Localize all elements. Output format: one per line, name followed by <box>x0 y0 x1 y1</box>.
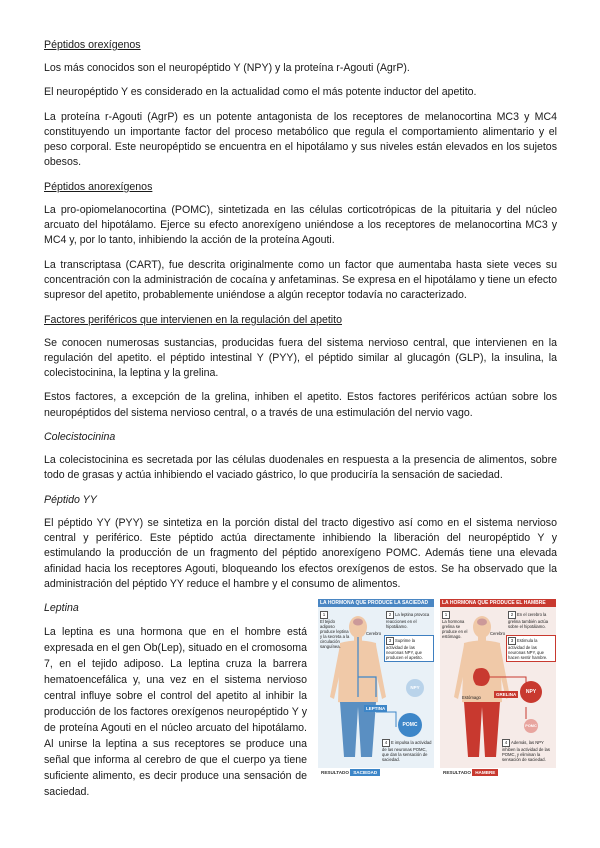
document-page <box>44 38 557 809</box>
tag-leptina: LEPTINA <box>366 706 386 712</box>
heading-factores-perifericos: Factores periféricos que intervienen en la regulación del apetito <box>44 313 342 326</box>
leptina-section <box>44 601 557 800</box>
pomc-circle: POMC <box>398 713 422 737</box>
paragraph: Los más conocidos son el neuropéptido Y (NPY) y la proteína r-Agouti (AgrP). <box>44 62 410 74</box>
label-cerebro: Cerebro <box>366 631 382 637</box>
step-2: 2 La leptina provoca reacciones en el hipotálamo. <box>386 612 430 630</box>
pomc-circle: POMC <box>524 719 538 733</box>
paragraph: El neuropéptido Y es considerado en la actualidad como el más potente inductor del apetito. <box>44 86 477 99</box>
leptina-text-column <box>44 601 307 800</box>
result-hambre: RESULTADO HAMBRE <box>440 768 556 777</box>
hormone-infographic <box>318 599 556 777</box>
heading-leptina: Leptina <box>44 602 79 615</box>
npy-circle: NPY <box>406 679 424 697</box>
tag-grelina: GRELINA <box>496 692 517 698</box>
step-4: 4 E impulsa la actividad de las neuronas POMC, que dan la sensación de saciedad. <box>382 740 432 763</box>
step-4: 4 Además, las NPY inhiben la actividad de las POMC, y eliminan la sensación de saciedad. <box>502 740 550 763</box>
heading-peptido-yy: Péptido YY <box>44 493 97 506</box>
paragraph: El péptido YY (PYY) se sintetiza en la porción distal del tracto digestivo así como en el sistema nervioso central y periférico. Este péptido actúa directamente inhibiendo la liberación del neuropéptido Y y estimulando la producción de un fragmento del péptido anorexígeno POMC. Además tiene una elevada afinidad hacia los receptores Agouti, bloqueando los efectos orexígenos de estos. Se ha observado que la administración del péptido YY reduce el hambre y el consumo de alimentos. <box>44 516 557 590</box>
step-3: 3 Suprime la actividad de las neuronas NPY, que producen el apetito. <box>384 635 434 662</box>
label-estomago: Estómago <box>462 695 481 701</box>
paragraph: La pro-opiomelanocortina (POMC), sintetizada en las células corticotrópicas de la pituitaria y del núcleo arcuato del hipotálamo. Ejerce su efecto anorexígeno uniéndose a los receptores de melanocortina MC3 y MC4 y, por lo tanto, inhibiendo la acción de la proteína Agouti. <box>44 203 557 247</box>
panel-saciedad <box>318 599 434 777</box>
step-2: 2 En el cerebro la grelina también actúa sobre el hipotálamo. <box>508 612 549 630</box>
panel-title: LA HORMONA QUE PRODUCE LA SACIEDAD <box>318 599 434 607</box>
heading-anorexigenos: Péptidos anorexígenos <box>44 180 153 193</box>
paragraph: La proteína r-Agouti (AgrP) es un potente antagonista de los receptores de melanocortina MC3 y MC4 constituyendo un importante factor del proceso metabólico que regula el comportamiento alimentario y el peso corporal. Este neuropéptido se encuentra en el hipotálamo y sus niveles están elevados en los sujetos obesos. <box>44 110 557 169</box>
heading-colecistocinina: Colecistocinina <box>44 431 116 444</box>
paragraph: La leptina es una hormona que en el hombre está expresada en el gen Ob(Lep), situado en el cromosoma 7, en el tejido adiposo. La leptina cruza la barrera hematoencefálica y, una vez en el sistema nervioso central influye sobre el control del apetito al inhibir la producción de los factores orexígenos neuropéptido Y y de proteína Agouti en el núcleo arcuato del hipotálamo. Al unirse la leptina a sus receptores se produce una señal que informa al cerebro de que el cuerpo ya tiene suficiente alimento, es decir produce una sensación de saciedad. <box>44 626 307 799</box>
step-1: 1 La hormona grelina se produce en el estómago. <box>442 612 468 640</box>
paragraph: La colecistocinina es secretada por las células duodenales en respuesta a la presencia de alimentos, sobre todo de grasas y actúa inhibiendo el vaciado gástrico, lo que produciría la sensación de saciedad. <box>44 454 557 482</box>
label-cerebro: Cerebro <box>490 631 506 637</box>
npy-circle: NPY <box>520 681 542 703</box>
panel-hambre <box>440 599 556 777</box>
result-saciedad: RESULTADO SACIEDAD <box>318 768 434 777</box>
paragraph: La transcriptasa (CART), fue descrita originalmente como un factor que aumentaba hasta siete veces su concentración con la administración de cocaína y anfetaminas. Se expresa en el hipotálamo y tiene un efecto supresor del apetito, probablemente uniéndose a algún receptor todavía no caracterizado. <box>44 258 557 302</box>
paragraph: Estos factores, a excepción de la grelina, inhiben el apetito. Estos factores periféricos actúan sobre los neuropéptidos del sistema nervioso central, o a través de una estimulación del nervio vago. <box>44 391 557 419</box>
paragraph: Se conocen numerosas sustancias, producidas fuera del sistema nervioso central, que intervienen en la regulación del apetito. el péptido intestinal Y (PYY), el péptido similar al glucagón (GLP), la insulina, la colecistocinina, la leptina y la grelina. <box>44 336 557 380</box>
step-1: 1 El tejido adiposo produce leptina y la secreta a la circulación sanguínea. <box>320 612 350 650</box>
step-3: 3 Estimula la actividad de las neuronas NPY, que hacen sentir hambre. <box>506 635 556 662</box>
heading-orexigenos: Péptidos orexígenos <box>44 39 141 51</box>
panel-title: LA HORMONA QUE PRODUCE EL HAMBRE <box>440 599 556 607</box>
